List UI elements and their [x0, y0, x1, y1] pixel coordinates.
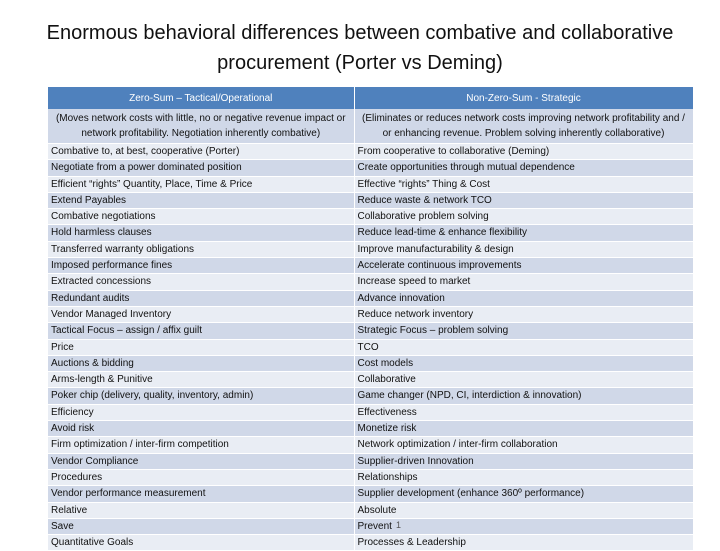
cell-zero-sum: Vendor Managed Inventory [48, 306, 354, 322]
cell-zero-sum: Auctions & bidding [48, 355, 354, 371]
cell-zero-sum: Combative negotiations [48, 209, 354, 225]
cell-zero-sum: Procedures [48, 469, 354, 485]
cell-non-zero-sum: Relationships [354, 469, 693, 485]
cell-zero-sum: Firm optimization / inter-firm competition [48, 437, 354, 453]
table-row [48, 258, 693, 274]
table-row [48, 453, 693, 469]
table-row [48, 388, 693, 404]
description-non-zero-sum: (Eliminates or reduces network costs improving network profitability and / or enhancing revenue. Problem solving inherently collaborative) [354, 109, 693, 144]
cell-zero-sum: Vendor Compliance [48, 453, 354, 469]
table-row [48, 241, 693, 257]
cell-zero-sum: Hold harmless clauses [48, 225, 354, 241]
cell-zero-sum: Negotiate from a power dominated position [48, 160, 354, 176]
table-header-row [48, 87, 693, 109]
table-row [48, 192, 693, 208]
page-number: 1 [396, 520, 402, 530]
cell-non-zero-sum: Processes & Leadership [354, 535, 693, 551]
cell-non-zero-sum: Prevent [354, 518, 693, 534]
cell-zero-sum: Efficiency [48, 404, 354, 420]
table-row [48, 404, 693, 420]
cell-non-zero-sum: Collaborative problem solving [354, 209, 693, 225]
cell-zero-sum: Save [48, 518, 354, 534]
table-row [48, 144, 693, 160]
table-row [48, 372, 693, 388]
table-row [48, 421, 693, 437]
table-row [48, 535, 693, 551]
cell-zero-sum: Redundant audits [48, 290, 354, 306]
cell-non-zero-sum: Cost models [354, 355, 693, 371]
table-row [48, 323, 693, 339]
cell-non-zero-sum: Effectiveness [354, 404, 693, 420]
cell-zero-sum: Combative to, at best, cooperative (Porter) [48, 144, 354, 160]
table-row [48, 225, 693, 241]
table-row [48, 160, 693, 176]
table-row [48, 339, 693, 355]
cell-non-zero-sum: Reduce network inventory [354, 306, 693, 322]
cell-zero-sum: Quantitative Goals [48, 535, 354, 551]
comparison-table-container [48, 87, 693, 551]
cell-zero-sum: Poker chip (delivery, quality, inventory, admin) [48, 388, 354, 404]
cell-zero-sum: Efficient “rights” Quantity, Place, Time & Price [48, 176, 354, 192]
table-row [48, 355, 693, 371]
comparison-table [48, 87, 694, 551]
table-row [48, 486, 693, 502]
cell-non-zero-sum: Effective “rights” Thing & Cost [354, 176, 693, 192]
cell-non-zero-sum: Supplier development (enhance 360º performance) [354, 486, 693, 502]
header-non-zero-sum: Non-Zero-Sum - Strategic [354, 87, 693, 109]
cell-zero-sum: Arms-length & Punitive [48, 372, 354, 388]
cell-zero-sum: Vendor performance measurement [48, 486, 354, 502]
cell-non-zero-sum: Monetize risk [354, 421, 693, 437]
table-row [48, 209, 693, 225]
cell-zero-sum: Tactical Focus – assign / affix guilt [48, 323, 354, 339]
cell-non-zero-sum: Advance innovation [354, 290, 693, 306]
cell-non-zero-sum: Network optimization / inter-firm collaboration [354, 437, 693, 453]
cell-non-zero-sum: From cooperative to collaborative (Deming) [354, 144, 693, 160]
table-row [48, 437, 693, 453]
cell-non-zero-sum: Reduce waste & network TCO [354, 192, 693, 208]
cell-non-zero-sum: Increase speed to market [354, 274, 693, 290]
table-row [48, 306, 693, 322]
cell-non-zero-sum: Improve manufacturability & design [354, 241, 693, 257]
cell-non-zero-sum: Absolute [354, 502, 693, 518]
description-row [48, 109, 693, 144]
cell-zero-sum: Price [48, 339, 354, 355]
cell-non-zero-sum: Collaborative [354, 372, 693, 388]
header-zero-sum: Zero-Sum – Tactical/Operational [48, 87, 354, 109]
table-row [48, 290, 693, 306]
cell-zero-sum: Imposed performance fines [48, 258, 354, 274]
cell-non-zero-sum: Accelerate continuous improvements [354, 258, 693, 274]
table-row [48, 518, 693, 534]
table-row [48, 274, 693, 290]
cell-non-zero-sum: TCO [354, 339, 693, 355]
cell-non-zero-sum: Game changer (NPD, CI, interdiction & innovation) [354, 388, 693, 404]
slide-title: Enormous behavioral differences between combative and collaborative procurement (Porter vs Deming) [46, 22, 674, 74]
cell-non-zero-sum: Create opportunities through mutual dependence [354, 160, 693, 176]
cell-zero-sum: Transferred warranty obligations [48, 241, 354, 257]
table-row [48, 502, 693, 518]
cell-zero-sum: Relative [48, 502, 354, 518]
table-row [48, 176, 693, 192]
cell-zero-sum: Extracted concessions [48, 274, 354, 290]
cell-non-zero-sum: Strategic Focus – problem solving [354, 323, 693, 339]
table-row [48, 469, 693, 485]
cell-zero-sum: Avoid risk [48, 421, 354, 437]
cell-non-zero-sum: Reduce lead-time & enhance flexibility [354, 225, 693, 241]
description-zero-sum: (Moves network costs with little, no or negative revenue impact or network profitability. Negotiation inherently combative) [48, 109, 354, 144]
cell-zero-sum: Extend Payables [48, 192, 354, 208]
cell-non-zero-sum: Supplier-driven Innovation [354, 453, 693, 469]
